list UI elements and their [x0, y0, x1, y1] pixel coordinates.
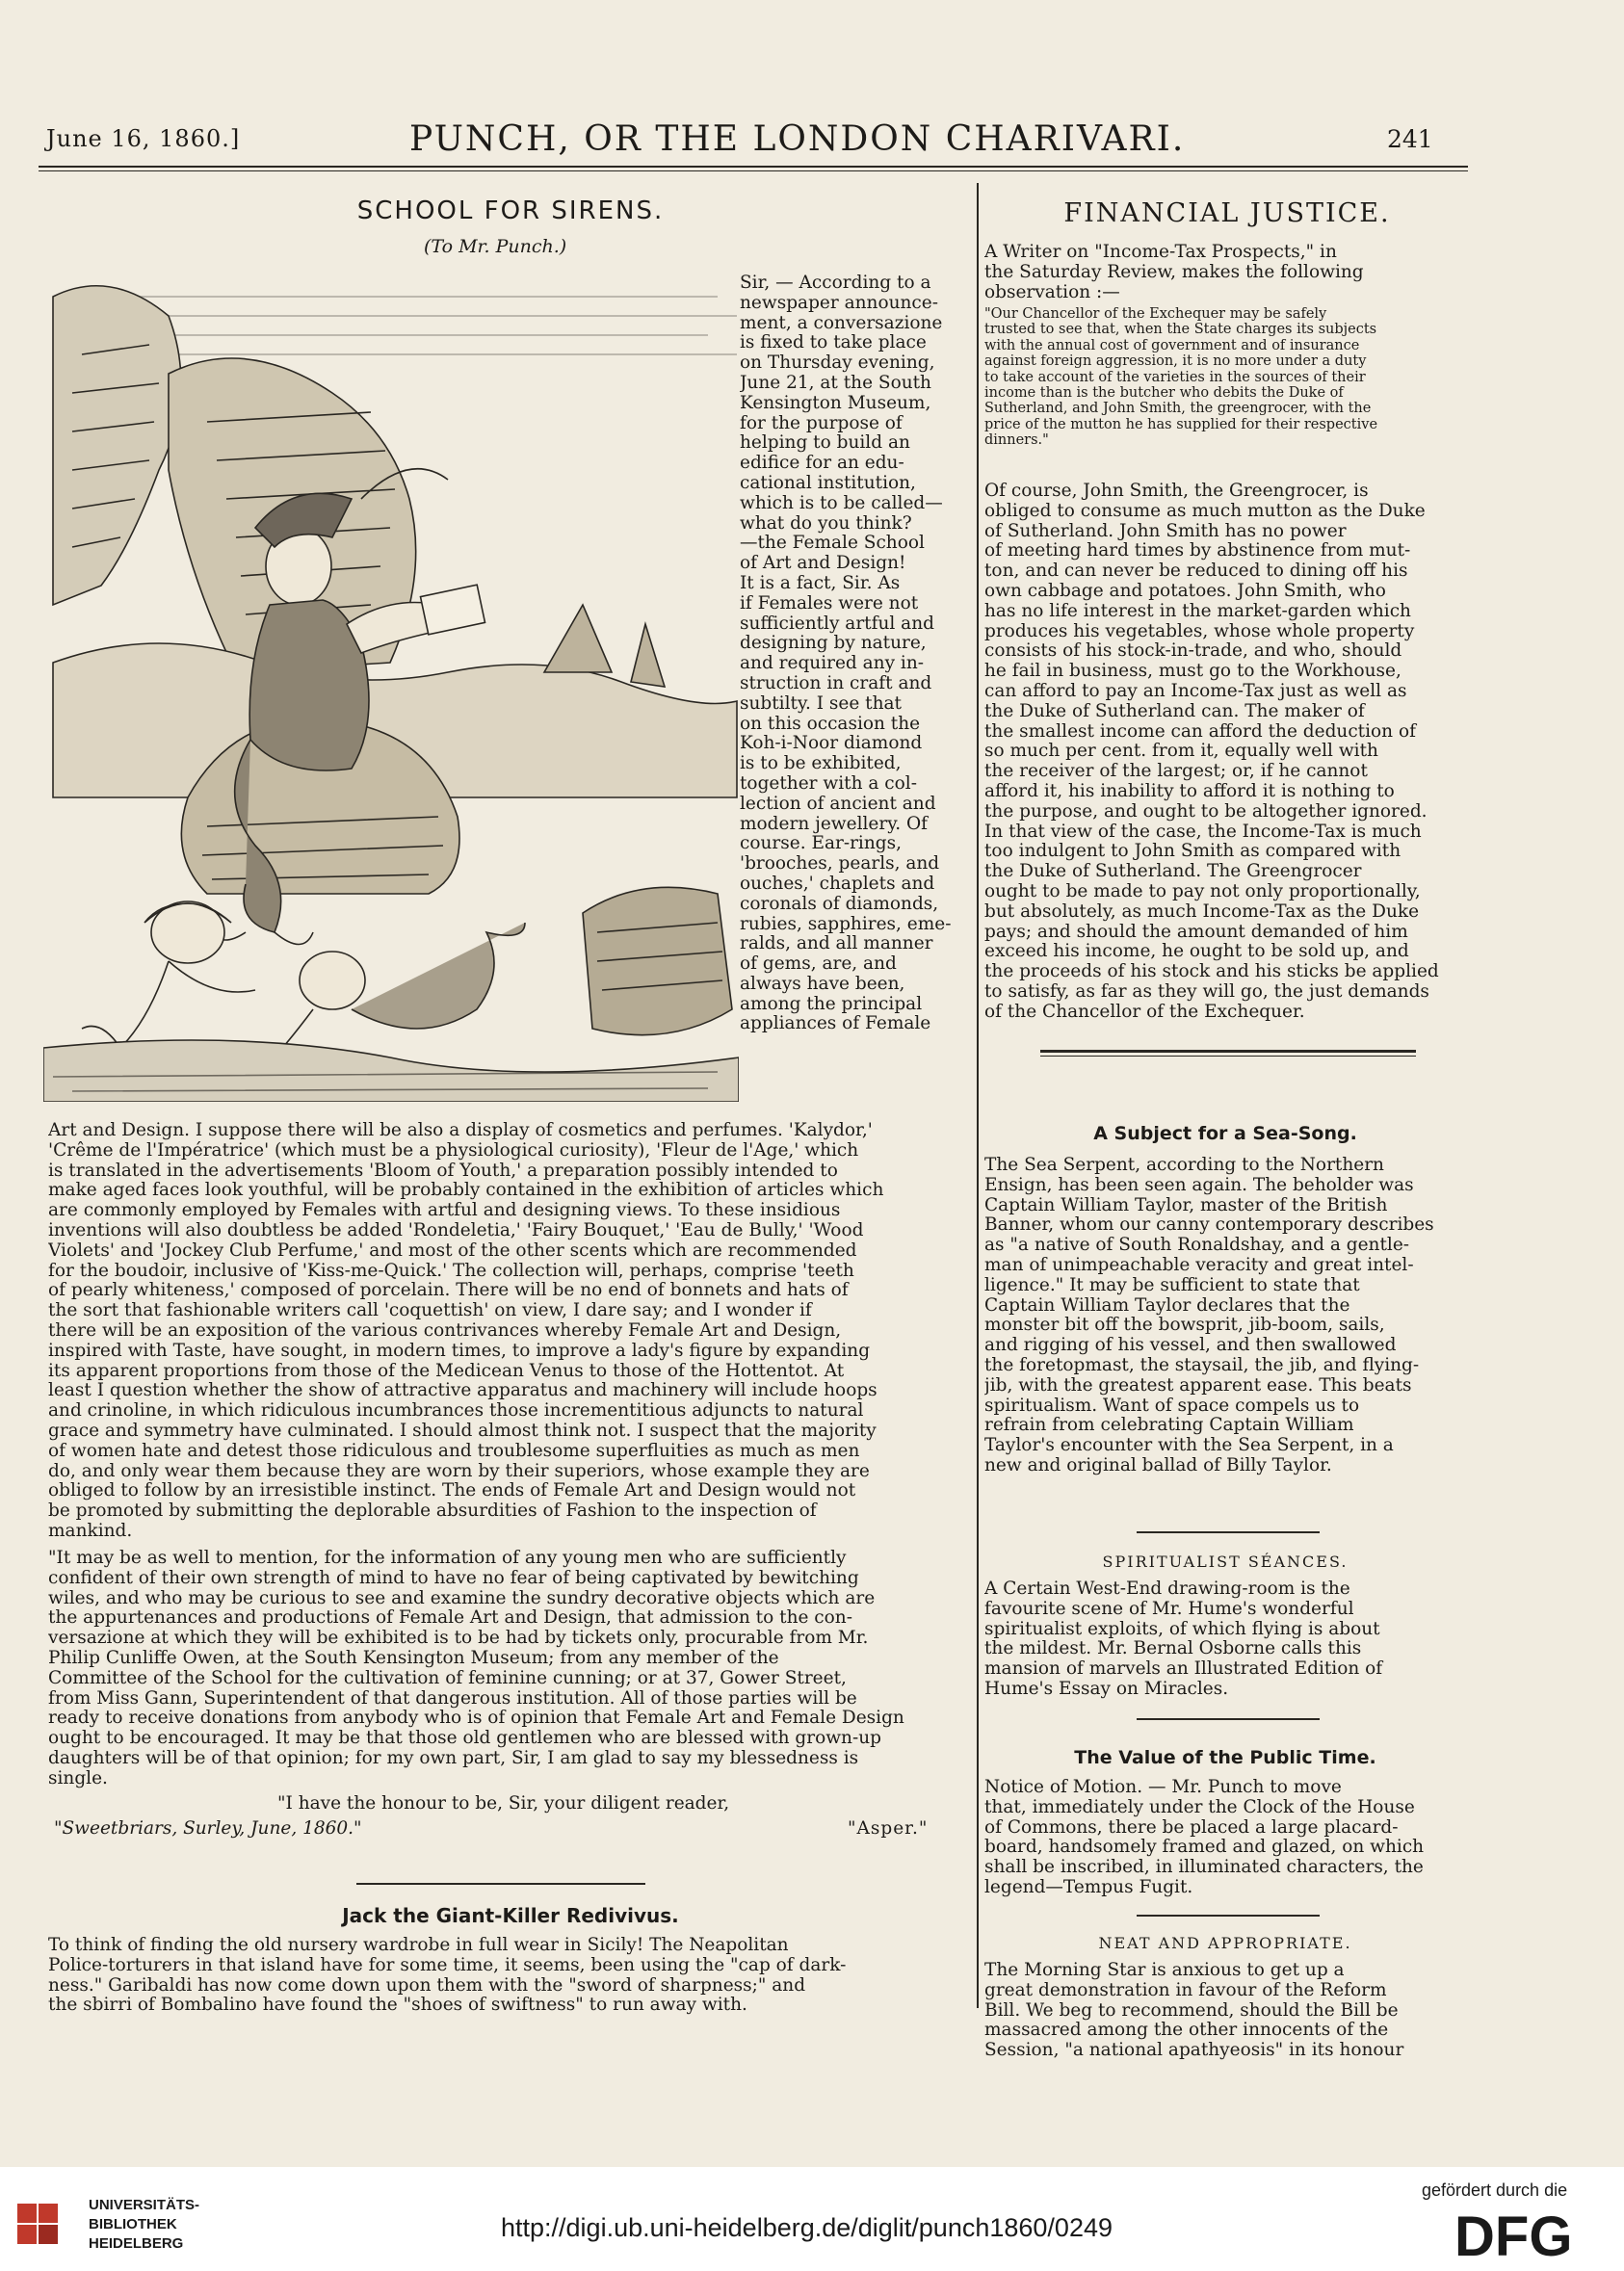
text-line: are commonly employed by Females with artful and designing views. To these insidious [48, 1201, 841, 1221]
text-line: if Females were not [740, 593, 919, 613]
text-line: the purpose, and ought to be altogether ignored. [984, 801, 1428, 822]
text-line: rubies, sapphires, eme- [740, 914, 952, 934]
text-line: least I question whether the show of attractive apparatus and machinery will include hoops [48, 1381, 877, 1401]
text-line: mansion of marvels an Illustrated Edition of [984, 1659, 1383, 1680]
header-rule [39, 166, 1468, 168]
text-line: the foretopmast, the staysail, the jib, and flying- [984, 1355, 1420, 1375]
text-line: against foreign aggression, it is no more under a duty [984, 353, 1367, 370]
text-line: course. Ear-rings, [740, 834, 902, 854]
text-line: lection of ancient and [740, 794, 936, 814]
text-line: of Art and Design! [740, 554, 906, 574]
text-line: 'Crême de l'Impératrice' (which must be a physiological curiosity), 'Fleur de l'Age,' which [48, 1140, 859, 1161]
text-line: obliged to consume as much mutton as the Duke [984, 501, 1426, 521]
text-line: the appurtenances and productions of Female Art and Design, that admission to the con- [48, 1608, 852, 1629]
section-rule [1137, 1531, 1320, 1533]
permalink[interactable]: http://digi.ub.uni-heidelberg.de/diglit/punch1860/0249 [501, 2213, 1113, 2242]
text-line: sufficiently artful and [740, 613, 934, 634]
text-line: massacred among the other innocents of the [984, 2021, 1389, 2041]
sea-song-title: A Subject for a Sea-Song. [1093, 1123, 1357, 1144]
letter-signature: "Asper." [848, 1818, 929, 1839]
text-line: Taylor's encounter with the Sea Serpent, in a [984, 1436, 1394, 1456]
text-line: obliged to follow by an irresistible instinct. The ends of Female Art and Design would not [48, 1481, 856, 1501]
financial-justice-title: FINANCIAL JUSTICE. [1063, 198, 1391, 228]
text-line: Session, "a national apathyeosis" in its honour [984, 2041, 1404, 2061]
text-line: on Thursday evening, [740, 353, 935, 374]
text-line: versazione at which they will be exhibited is to be had by tickets only, procurable from Mr. [48, 1629, 869, 1649]
text-line: there will be an exposition of the various contrivances whereby Female Art and Design, [48, 1320, 842, 1341]
text-line: afford it, his inability to afford it is nothing to [984, 781, 1395, 801]
text-line: together with a col- [740, 773, 917, 794]
text-line: newspaper announce- [740, 293, 938, 313]
section-rule [1040, 1056, 1416, 1057]
text-line: ness." Garibaldi has now come down upon them with the "sword of sharpness;" and [48, 1975, 806, 1996]
text-line: Sutherland, and John Smith, the greengrocer, with the [984, 401, 1372, 417]
text-line: ought to be made to pay not only proportionally, [984, 881, 1421, 901]
text-line: The Sea Serpent, according to the Northern [984, 1156, 1384, 1175]
text-line: and crinoline, in which ridiculous incumbrances those incrementitious adjuncts to natural [48, 1401, 864, 1422]
library-name-line: UNIVERSITÄTS- [89, 2197, 200, 2213]
issue-date: June 16, 1860.] [46, 125, 241, 152]
letter-signoff: "I have the honour to be, Sir, your diligent reader, [277, 1793, 730, 1814]
text-line: single. [48, 1768, 108, 1788]
text-line: income than is the butcher who debits the Duke of [984, 384, 1344, 401]
text-line: of women hate and detest those ridiculous and troublesome superfluities as much as men [48, 1441, 860, 1461]
text-line: Sir, — According to a [740, 274, 931, 293]
text-line: 'brooches, pearls, and [740, 854, 940, 874]
spiritualist-title: SPIRITUALIST SÉANCES. [1102, 1553, 1349, 1571]
financial-intro [984, 243, 1466, 302]
mermaid-illustration [43, 258, 739, 1102]
text-line: Kensington Museum, [740, 393, 931, 413]
header-rule-thin [39, 170, 1468, 171]
jack-body [48, 1936, 971, 2016]
jack-title: Jack the Giant-Killer Redivivus. [342, 1904, 679, 1927]
text-line: A Writer on "Income-Tax Prospects," in [984, 243, 1337, 262]
text-line: of Sutherland. John Smith has no power [984, 521, 1347, 541]
text-line: dinners." [984, 432, 1049, 449]
library-name-line: HEIDELBERG [89, 2235, 184, 2252]
text-line: exceed his income, he ought to be sold up, and [984, 942, 1409, 962]
text-line: the Duke of Sutherland. The Greengrocer [984, 862, 1362, 882]
text-line: its apparent proportions from those of the Medicean Venus to those of the Hottentot. At [48, 1361, 845, 1381]
text-line: from Miss Gann, Superintendent of that dangerous institution. All of those parties will be [48, 1688, 857, 1709]
text-line: Bill. We beg to recommend, should the Bill be [984, 2000, 1399, 2021]
text-line: "It may be as well to mention, for the information of any young men who are sufficiently [48, 1549, 847, 1568]
text-line: legend—Tempus Fugit. [984, 1877, 1193, 1897]
text-line: the receiver of the largest; or, if he cannot [984, 762, 1368, 782]
text-line: shall be inscribed, in illuminated characters, the [984, 1858, 1424, 1878]
text-line: It is a fact, Sir. As [740, 573, 901, 593]
text-line: Captain William Taylor, master of the British [984, 1195, 1388, 1215]
funding-note: gefördert durch die [1422, 2180, 1568, 2200]
text-line: edifice for an edu- [740, 454, 904, 474]
text-line: is translated in the advertisements 'Bloom of Youth,' a preparation possibly intended to [48, 1161, 838, 1181]
letter-body [48, 1121, 971, 1542]
text-line: struction in craft and [740, 673, 932, 693]
text-line: ready to receive donations from anybody who is of opinion that Female Art and Female Design [48, 1709, 904, 1729]
text-line: wiles, and who may be curious to see and examine the sundry decorative objects which are [48, 1588, 876, 1608]
text-line: modern jewellery. Of [740, 814, 928, 834]
text-line: man of unimpeachable veracity and great intel- [984, 1255, 1414, 1275]
text-line: To think of finding the old nursery wardrobe in full wear in Sicily! The Neapolitan [48, 1936, 789, 1955]
financial-body [984, 482, 1466, 1023]
neat-appropriate-title: NEAT AND APPROPRIATE. [1098, 1934, 1352, 1952]
text-line: daughters will be of that opinion; for my own part, Sir, I am glad to say my blessedness is [48, 1748, 859, 1768]
section-rule [1040, 1050, 1416, 1053]
column-divider [977, 183, 979, 2008]
school-for-sirens-title: SCHOOL FOR SIRENS. [356, 196, 665, 225]
text-line: make aged faces look youthful, will be probably contained in the exhibition of articles which [48, 1181, 884, 1201]
text-line: trusted to see that, when the State charges its subjects [984, 322, 1377, 338]
public-time-body [984, 1778, 1466, 1898]
text-line: Of course, John Smith, the Greengrocer, is [984, 482, 1369, 501]
text-line: appliances of Female [740, 1014, 931, 1034]
text-line: inspired with Taste, have sought, in modern times, to improve a lady's figure by expanding [48, 1341, 871, 1361]
text-line: has no life interest in the market-garden which [984, 601, 1411, 621]
page-number: 241 [1387, 125, 1433, 153]
library-name [89, 2196, 199, 2254]
text-line: inventions will also doubtless be added 'Rondeletia,' 'Fairy Bouquet,' 'Eau de Bully,' 'Wood [48, 1220, 864, 1240]
text-line: consists of his stock-in-trade, and who, should [984, 641, 1402, 662]
text-line: Koh-i-Noor diamond [740, 734, 923, 754]
text-line: subtilty. I see that [740, 693, 902, 714]
masthead-title: PUNCH, OR THE LONDON CHARIVARI. [409, 119, 1186, 159]
text-line: great demonstration in favour of the Reform [984, 1980, 1387, 2000]
text-line: A Certain West-End drawing-room is the [984, 1579, 1350, 1599]
text-line: the proceeds of his stock and his sticks be applied [984, 962, 1439, 982]
text-line: Art and Design. I suppose there will be also a display of cosmetics and perfumes. 'Kalydor,' [48, 1121, 873, 1140]
sea-song-body [984, 1156, 1466, 1476]
text-line: spiritualist exploits, of which flying is about [984, 1619, 1380, 1639]
spiritualist-body [984, 1579, 1466, 1700]
digitization-footer [0, 2167, 1624, 2271]
text-line: of Commons, there be placed a large placard- [984, 1817, 1399, 1838]
text-line: on this occasion the [740, 714, 921, 734]
text-line: among the principal [740, 994, 923, 1014]
text-line: new and original ballad of Billy Taylor. [984, 1455, 1332, 1475]
text-line: Ensign, has been seen again. The beholder was [984, 1175, 1414, 1195]
financial-quote [984, 306, 1466, 449]
text-line: too indulgent to John Smith as compared with [984, 842, 1401, 862]
text-line: for the purpose of [740, 413, 903, 433]
university-library-logo-icon [17, 2204, 79, 2252]
text-line: of the Chancellor of the Exchequer. [984, 1002, 1305, 1022]
text-line: In that view of the case, the Income-Tax is much [984, 822, 1422, 842]
text-line: Violets' and 'Jockey Club Perfume,' and most of the other scents which are recommended [48, 1240, 857, 1261]
text-line: Committee of the School for the cultivation of feminine cunning; or at 37, Gower Street, [48, 1668, 847, 1688]
text-line: refrain from celebrating Captain William [984, 1416, 1354, 1436]
text-line: favourite scene of Mr. Hume's wonderful [984, 1599, 1354, 1619]
text-line: the Duke of Sutherland can. The maker of [984, 701, 1365, 721]
text-line: June 21, at the South [740, 373, 931, 393]
text-line: mankind. [48, 1521, 133, 1541]
text-line: of gems, are, and [740, 954, 897, 975]
text-line: ought to be encouraged. It may be that those old gentlemen who are blessed with grown-up [48, 1729, 881, 1749]
text-line: Notice of Motion. — Mr. Punch to move [984, 1778, 1342, 1797]
text-line: what do you think? [740, 513, 912, 534]
text-line: always have been, [740, 974, 905, 994]
text-line: which is to be called— [740, 493, 943, 513]
neat-appropriate-body [984, 1961, 1466, 2061]
text-line: coronals of diamonds, [740, 894, 939, 914]
text-line: monster bit off the bowsprit, jib-boom, sails, [984, 1316, 1385, 1336]
text-line: to satisfy, as far as they will go, the just demands [984, 981, 1429, 1002]
dfg-logo-icon [1454, 2206, 1599, 2263]
text-line: be promoted by submitting the deplorable absurdities of Fashion to the inspection of [48, 1501, 817, 1522]
text-line: confident of their own strength of mind to have no fear of being captivated by bewitching [48, 1568, 859, 1588]
text-line: of meeting hard times by abstinence from mut- [984, 541, 1411, 561]
text-line: spiritualism. Want of space compels us to [984, 1396, 1360, 1416]
text-line: so much per cent. from it, equally well with [984, 742, 1378, 762]
text-line: produces his vegetables, whose whole property [984, 621, 1415, 641]
text-line: price of the mutton he has supplied for their respective [984, 416, 1378, 432]
text-line: the mildest. Mr. Bernal Osborne calls this [984, 1639, 1362, 1659]
text-line: "Our Chancellor of the Exchequer may be safely [984, 306, 1327, 322]
text-line: own cabbage and potatoes. John Smith, who [984, 581, 1386, 601]
text-line: that, immediately under the Clock of the House [984, 1797, 1415, 1817]
text-line: pays; and should the amount demanded of him [984, 922, 1408, 942]
text-line: to take account of the varieties in the sources of their [984, 369, 1366, 385]
text-line: board, handsomely framed and glazed, on which [984, 1838, 1425, 1858]
letter-paragraph-2 [48, 1549, 971, 1789]
text-line: observation :— [984, 282, 1120, 302]
text-line: and rigging of his vessel, and then swallowed [984, 1336, 1397, 1356]
text-line: The Morning Star is anxious to get up a [984, 1961, 1345, 1980]
text-line: but absolutely, as much Income-Tax as the Duke [984, 901, 1420, 922]
text-line: with the annual cost of government and of insurance [984, 337, 1360, 353]
section-rule [1137, 1718, 1320, 1720]
text-line: of pearly whiteness,' composed of porcelain. There will be no end of bonnets and hats of [48, 1281, 849, 1301]
text-line: ligence." It may be sufficient to state that [984, 1275, 1360, 1295]
text-line: grace and symmetry have culminated. I should almost think not. I suspect that the majority [48, 1421, 877, 1441]
text-line: the sort that fashionable writers call 'coquettish' on view, I dare say; and I wonder if [48, 1301, 812, 1321]
letter-place: "Sweetbriars, Surley, June, 1860." [54, 1818, 362, 1839]
library-name-line: BIBLIOTHEK [89, 2216, 177, 2232]
text-line: is fixed to take place [740, 333, 927, 353]
text-line: for the boudoir, inclusive of 'Kiss-me-Quick.' The collection will, perhaps, comprise 'teeth [48, 1261, 854, 1281]
text-line: designing by nature, [740, 634, 927, 654]
text-line: cational institution, [740, 473, 916, 493]
section-rule [1137, 1915, 1320, 1917]
letter-address: (To Mr. Punch.) [424, 236, 567, 257]
text-line: the smallest income can afford the deduction of [984, 721, 1416, 742]
text-line: as "a native of South Ronaldshay, and a gentle- [984, 1236, 1410, 1256]
text-line: Philip Cunliffe Owen, at the South Kensington Museum; from any member of the [48, 1648, 779, 1668]
text-line: do, and only wear them because they are worn by their superiors, whose example they are [48, 1461, 870, 1481]
dfg-logo-text: DFG [1454, 2206, 1573, 2263]
text-line: is to be exhibited, [740, 754, 902, 774]
text-line: can afford to pay an Income-Tax just as well as [984, 681, 1407, 701]
letter-beside-illustration [740, 274, 971, 1034]
running-head [0, 114, 1624, 162]
text-line: jib, with the greatest apparent ease. This beats [984, 1375, 1412, 1396]
text-line: ouches,' chaplets and [740, 874, 935, 894]
text-line: Captain William Taylor declares that the [984, 1295, 1350, 1316]
text-line: the Saturday Review, makes the following [984, 262, 1364, 282]
text-line: he fail in business, must go to the Workhouse, [984, 662, 1401, 682]
text-line: the sbirri of Bombalino have found the "shoes of swiftness" to run away with. [48, 1996, 747, 2016]
text-line: Banner, whom our canny contemporary describes [984, 1215, 1434, 1236]
public-time-title: The Value of the Public Time. [1074, 1747, 1376, 1768]
text-line: ralds, and all manner [740, 934, 933, 954]
text-line: and required any in- [740, 654, 925, 674]
text-line: helping to build an [740, 433, 910, 454]
text-line: Hume's Essay on Miracles. [984, 1679, 1229, 1699]
section-rule [356, 1883, 645, 1885]
text-line: ton, and can never be reduced to dining off his [984, 561, 1408, 582]
text-line: —the Female School [740, 534, 925, 554]
text-line: ment, a conversazione [740, 313, 943, 333]
text-line: Police-torturers in that island have for some time, it seems, been using the "cap of dark- [48, 1955, 847, 1975]
